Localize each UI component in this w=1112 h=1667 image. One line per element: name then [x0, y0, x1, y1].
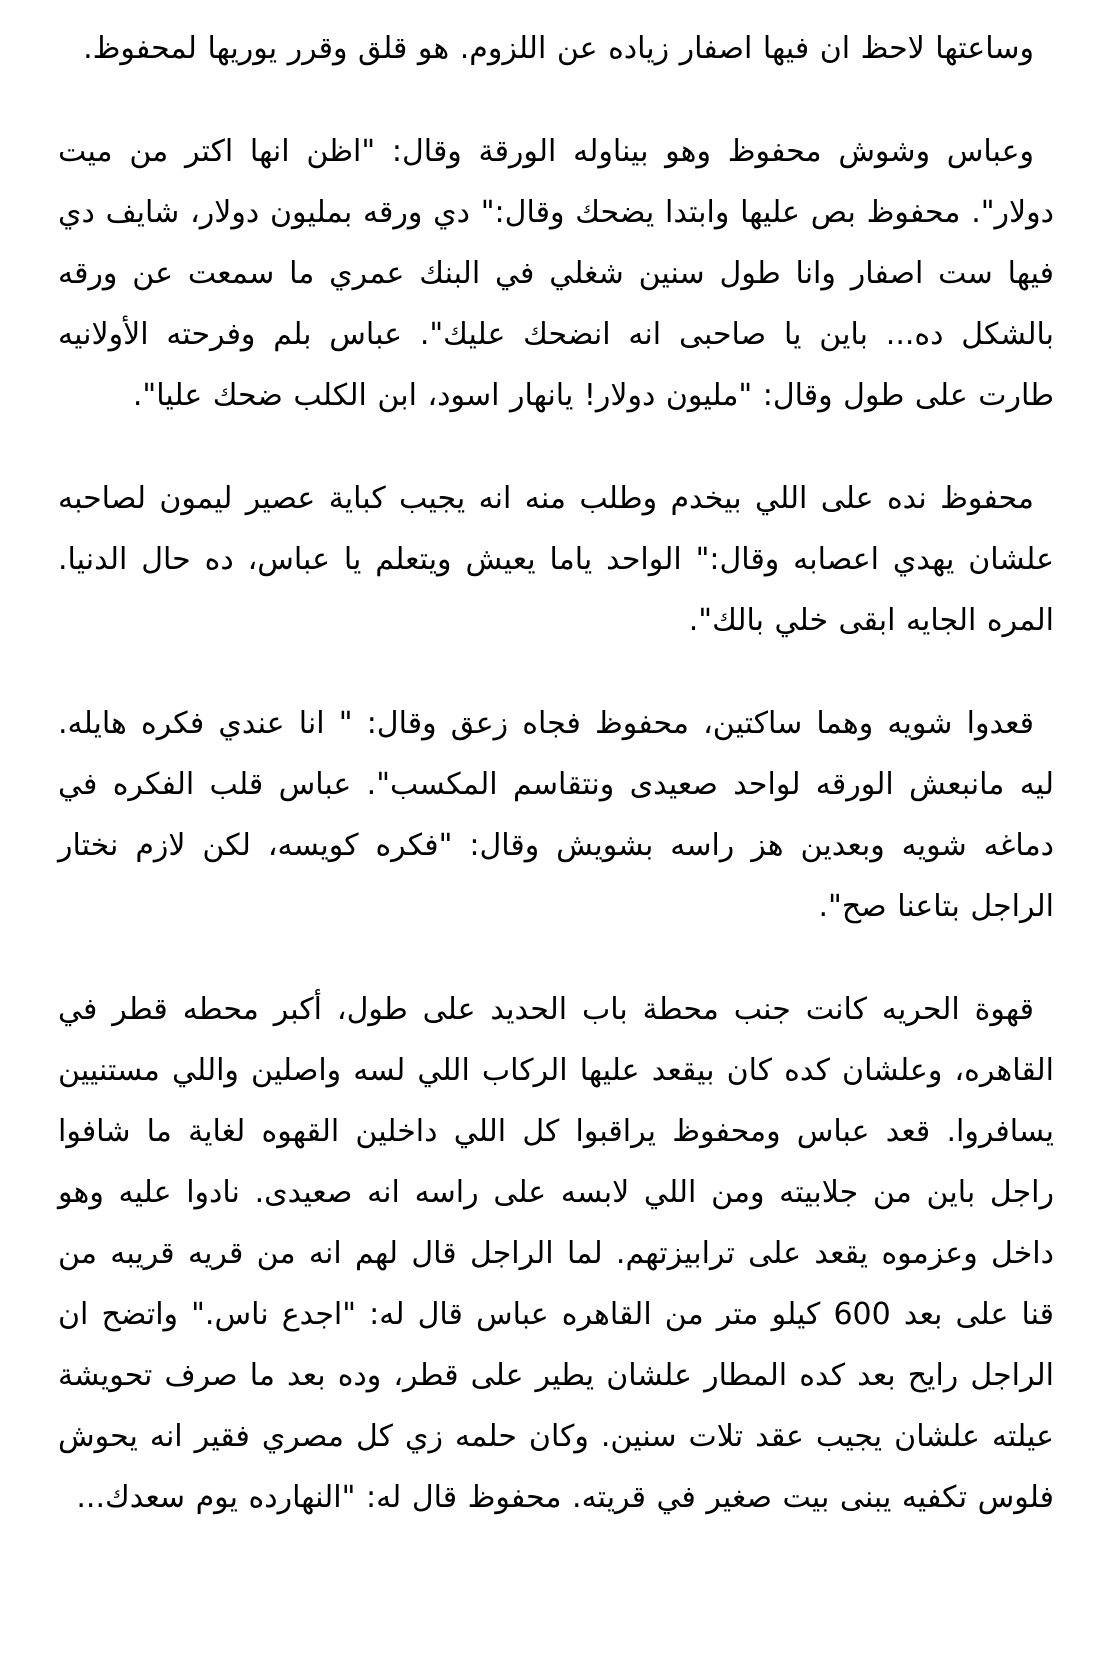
paragraph: وساعتها لاحظ ان فيها اصفار زياده عن اللزوم. هو قلق وقرر يوريها لمحفوظ.	[83, 31, 1034, 66]
paragraph: قعدوا شويه وهما ساكتين، محفوظ فجاه زعق وقال: " انا عندي فكره هايله. ليه مانبعش الورقه لواحد صعيدى ونتقاسم المكسب". عباس قلب الفكره في دماغه شويه وبعدين هز راسه بشويش وقال: "فكره كويسه، لكن لازم نختار الراجل بتاعنا صح".	[58, 706, 1054, 924]
paragraph: محفوظ نده على اللي بيخدم وطلب منه انه يجيب كباية عصير ليمون لصاحبه علشان يهدي اعصابه وقال:" الواحد ياما يعيش ويتعلم يا عباس، ده حال الدنيا. المره الجايه ابقى خلي بالك".	[58, 481, 1054, 638]
paragraph: وعباس وشوش محفوظ وهو بيناوله الورقة وقال: "اظن انها اكتر من ميت دولار". محفوظ بص عليها وابتدا يضحك وقال:" دي ورقه بمليون دولار، شايف دي فيها ست اصفار وانا طول سنين شغلي في البنك عمري ما سمعت عن ورقه بالشكل ده... باين يا صاحبى انه انضحك عليك". عباس بلم وفرحته الأولانيه طارت على طول وقال: "مليون دولار! يانهار اسود، ابن الكلب ضحك عليا".	[58, 134, 1054, 413]
paragraph: قهوة الحريه كانت جنب محطة باب الحديد على طول، أكبر محطه قطر في القاهره، وعلشان كده كان بيقعد عليها الركاب اللي لسه واصلين واللي مستنيين يسافروا. قعد عباس ومحفوظ يراقبوا كل اللي داخلين القهوه لغاية ما شافوا راجل باين من جلابيته ومن اللي لابسه على راسه انه صعيدى. نادوا عليه وهو داخل وعزموه يقعد على ترابيزتهم. لما الراجل قال لهم انه من قريه قريبه من قنا على بعد 600 كيلو متر من القاهره عباس قال له: "اجدع ناس." واتضح ان الراجل رايح بعد كده المطار علشان يطير على قطر، وده بعد ما صرف تحويشة عيلته علشان يجيب عقد تلات سنين. وكان حلمه زي كل مصري فقير انه يحوش فلوس تكفيه يبنى بيت صغير في قريته. محفوظ قال له: "النهارده يوم سعدك...	[58, 992, 1054, 1515]
